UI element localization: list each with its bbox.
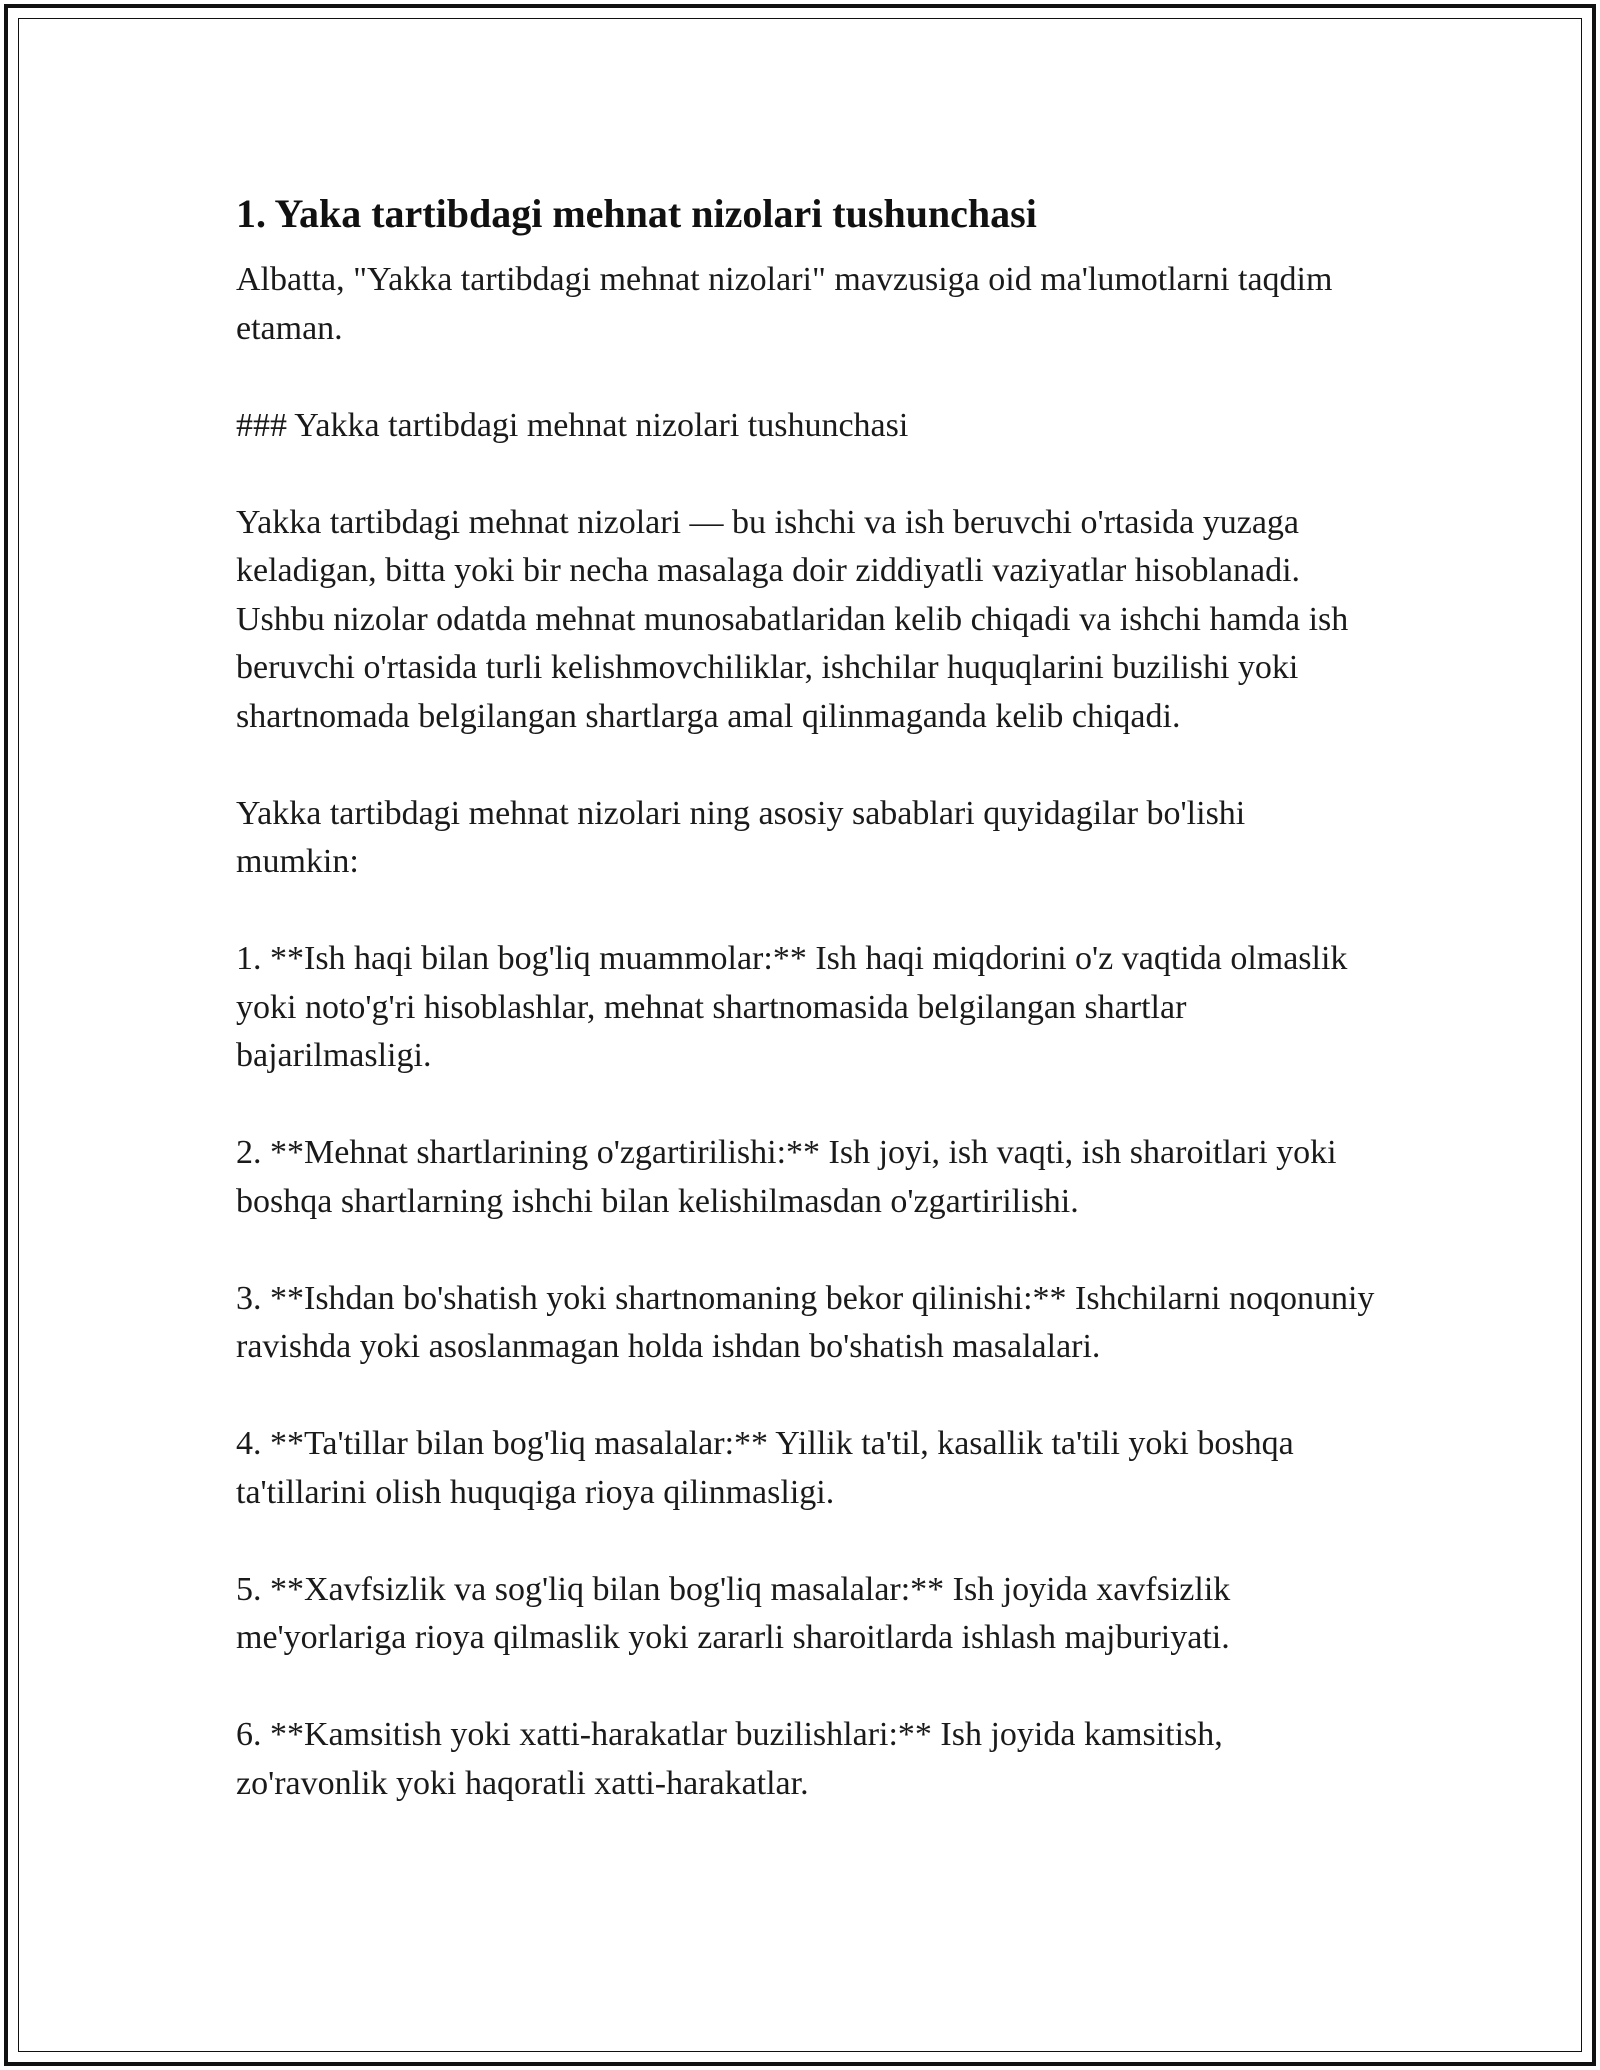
markdown-subheading: ### Yakka tartibdagi mehnat nizolari tushunchasi bbox=[236, 406, 909, 444]
definition-paragraph: Yakka tartibdagi mehnat nizolari — bu ishchi va ish beruvchi o'rtasida yuzaga keladigan, bitta yoki bir necha masalaga doir ziddiyatli vaziyatlar hisoblanadi. Ushbu nizolar odatda mehnat munosabatlaridan kelib chiqadi va ishchi hamda ish beruvchi o'rtasida turli kelishmovchiliklar, ishchilar huquqlarini buzilishi yoki shartnomada belgilangan shartlarga amal qilinmaganda kelib chiqadi. bbox=[236, 503, 1349, 735]
list-item-1: 1. **Ish haqi bilan bog'liq muammolar:** Ish haqi miqdorini o'z vaqtida olmaslik yoki noto'g'ri hisoblashlar, mehnat shartnomasida belgilangan shartlar bajarilmasligi. bbox=[236, 940, 1348, 1074]
list-item-5: 5. **Xavfsizlik va sog'liq bilan bog'liq masalalar:** Ish joyida xavfsizlik me'yorlariga rioya qilmaslik yoki zararli sharoitlarda ishlash majburiyati. bbox=[236, 1570, 1231, 1656]
list-item-3: 3. **Ishdan bo'shatish yoki shartnomaning bekor qilinishi:** Ishchilarni noqonuniy ravishda yoki asoslanmagan holda ishdan bo'shatish masalalari. bbox=[236, 1279, 1375, 1365]
list-item-6: 6. **Kamsitish yoki xatti-harakatlar buzilishlari:** Ish joyida kamsitish, zo'ravonlik yoki haqoratli xatti-harakatlar. bbox=[236, 1716, 1223, 1802]
list-item-2: 2. **Mehnat shartlarining o'zgartirilishi:** Ish joyi, ish vaqti, ish sharoitlari yoki boshqa shartlarning ishchi bilan kelishilmasdan o'zgartirilishi. bbox=[236, 1134, 1337, 1220]
causes-intro-paragraph: Yakka tartibdagi mehnat nizolari ning asosiy sabablari quyidagilar bo'lishi mumkin: bbox=[236, 794, 1246, 880]
section-heading: 1. Yaka tartibdagi mehnat nizolari tushunchasi bbox=[236, 191, 1037, 236]
list-item-4: 4. **Ta'tillar bilan bog'liq masalalar:** Yillik ta'til, kasallik ta'tili yoki boshqa ta'tillarini olish huquqiga rioya qilinmasligi. bbox=[236, 1425, 1294, 1511]
document-body bbox=[236, 184, 1376, 1808]
intro-paragraph: Albatta, "Yakka tartibdagi mehnat nizolari" mavzusiga oid ma'lumotlarni taqdim etaman. bbox=[236, 261, 1333, 347]
